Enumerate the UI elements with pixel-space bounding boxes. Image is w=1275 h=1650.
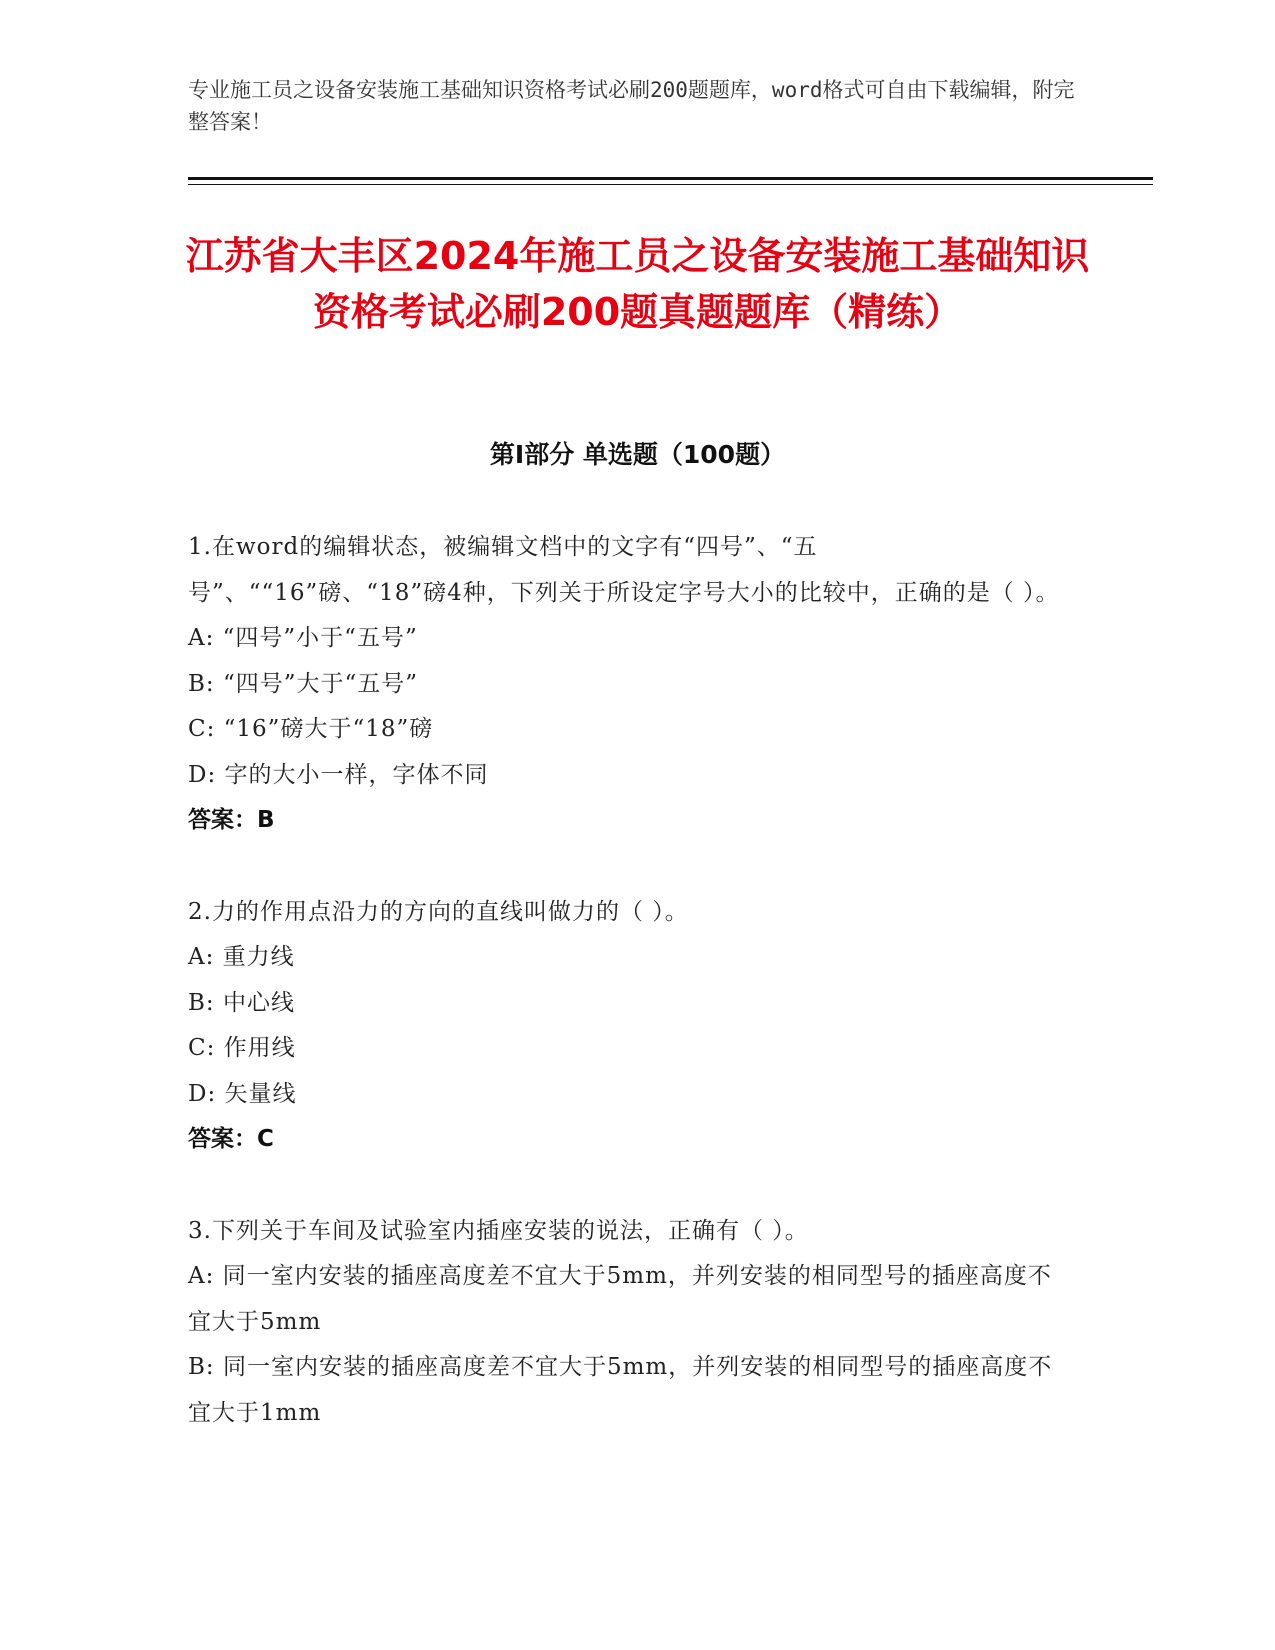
option-c: C: 作用线 [188, 1035, 296, 1061]
question-stem: 1.在word的编辑状态，被编辑文档中的文字有“四号”、“五号”、““16”磅、“18”磅4种，下列关于所设定字号大小的比较中，正确的是（ ）。 [188, 534, 1060, 606]
header-divider-thin [188, 184, 1153, 185]
question-2 [188, 890, 1068, 1163]
option-c: C: “16”磅大于“18”磅 [188, 716, 434, 742]
section-title: 第I部分 单选题（100题） [489, 440, 786, 469]
header-divider-thick [188, 177, 1153, 180]
option-a: A: 重力线 [188, 944, 295, 970]
question-stem: 3.下列关于车间及试验室内插座安装的说法，正确有（ ）。 [188, 1217, 809, 1244]
header-note: 专业施工员之设备安装施工基础知识资格考试必刷200题题库，word格式可自由下载编辑，附完整答案！ [188, 78, 1075, 134]
question-stem: 2.力的作用点沿力的方向的直线叫做力的（ ）。 [188, 898, 689, 925]
question-3 [188, 1209, 1068, 1437]
option-b: B: 同一室内安装的插座高度差不宜大于5mm，并列安装的相同型号的插座高度不宜大于1mm [188, 1354, 1053, 1426]
option-a: A: 同一室内安装的插座高度差不宜大于5mm，并列安装的相同型号的插座高度不宜大于5mm [188, 1263, 1052, 1335]
option-a: A: “四号”小于“五号” [188, 625, 418, 651]
option-d: D: 字的大小一样，字体不同 [188, 761, 489, 788]
answer-line: 答案：C [188, 1126, 274, 1152]
answer-line: 答案：B [188, 807, 275, 833]
option-d: D: 矢量线 [188, 1080, 297, 1107]
document-title: 江苏省大丰区2024年施工员之设备安装施工基础知识资格考试必刷200题真题题库（精练） [185, 234, 1090, 334]
question-1 [188, 525, 1068, 844]
question-list [188, 525, 1068, 1482]
option-b: B: 中心线 [188, 989, 295, 1016]
option-b: B: “四号”大于“五号” [188, 670, 418, 697]
